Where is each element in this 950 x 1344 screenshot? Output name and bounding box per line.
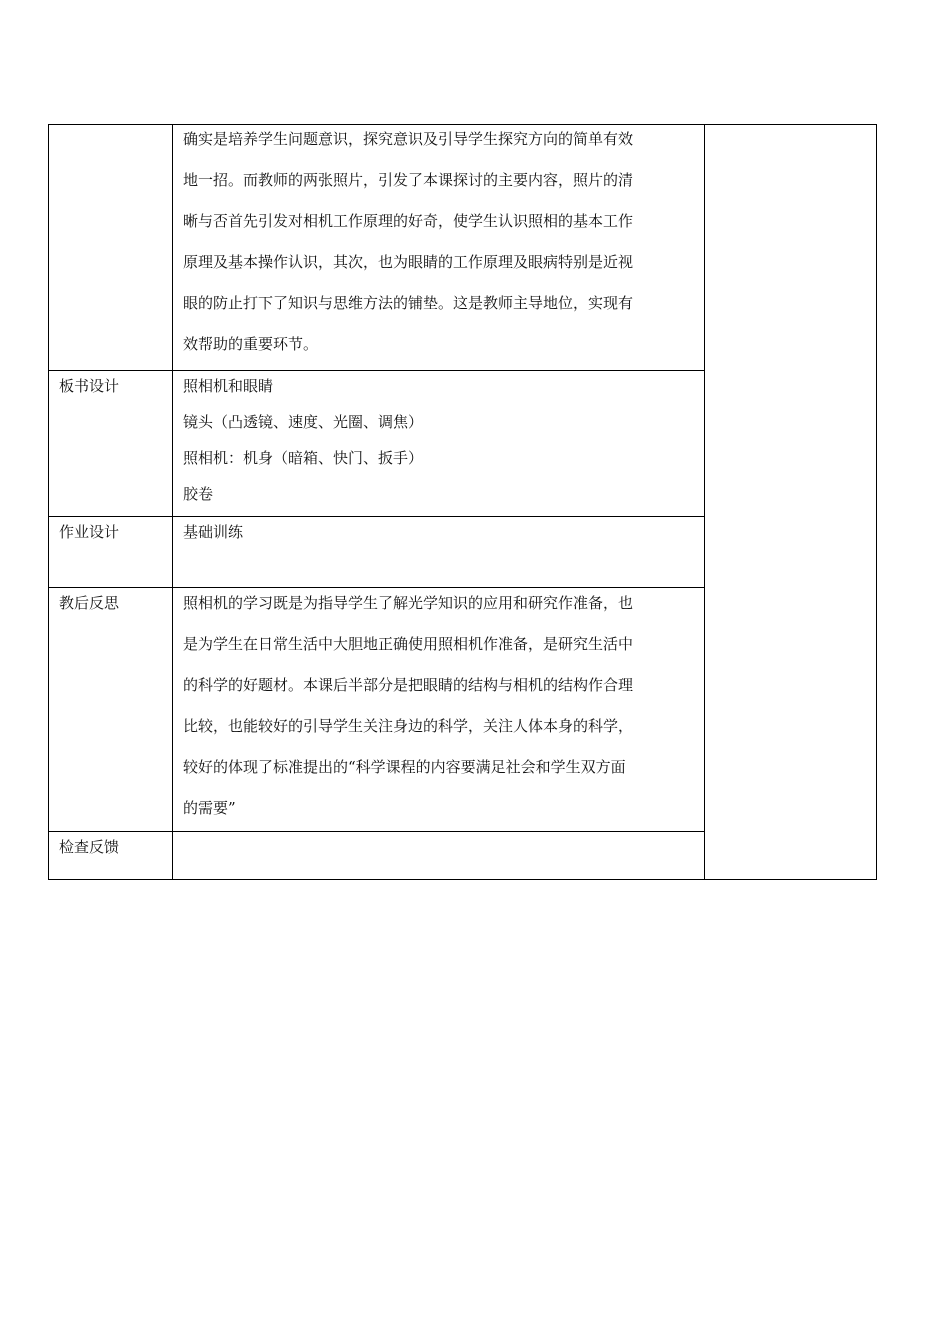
text-line: 地一招。而教师的两张照片，引发了本课探讨的主要内容，照片的清 bbox=[183, 171, 634, 189]
homework-design-label: 作业设计 bbox=[59, 523, 120, 541]
homework-design-content bbox=[183, 521, 697, 557]
text-line: 是为学生在日常生活中大胆地正确使用照相机作准备，是研究生活中 bbox=[183, 635, 634, 653]
text-line: 照相机的学习既是为指导学生了解光学知识的应用和研究作准备，也 bbox=[183, 594, 634, 612]
text-line: 胶卷 bbox=[183, 485, 214, 503]
text-line: 眼的防止打下了知识与思维方法的铺垫。这是教师主导地位，实现有 bbox=[183, 294, 634, 312]
row-board-design bbox=[49, 370, 705, 516]
lesson-plan-table bbox=[48, 124, 877, 880]
text-line: 确实是培养学生问题意识，探究意识及引导学生探究方向的简单有效 bbox=[183, 130, 634, 148]
text-line: 的科学的好题材。本课后半部分是把眼睛的结构与相机的结构作合理 bbox=[183, 676, 634, 694]
reflection-label: 教后反思 bbox=[59, 594, 120, 612]
text-line: 基础训练 bbox=[183, 523, 244, 541]
reflection-content bbox=[183, 592, 697, 838]
text-line: 晰与否首先引发对相机工作原理的好奇，使学生认识照相的基本工作 bbox=[183, 212, 634, 230]
text-line: 的需要” bbox=[183, 799, 236, 817]
row-reflection bbox=[49, 587, 705, 831]
feedback-label: 检查反馈 bbox=[59, 838, 120, 856]
board-design-label: 板书设计 bbox=[59, 377, 120, 395]
text-line: 较好的体现了标准提出的“科学课程的内容要满足社会和学生双方面 bbox=[183, 758, 626, 776]
row-continuation bbox=[173, 125, 705, 370]
row-feedback bbox=[49, 831, 705, 879]
continuation-text bbox=[183, 128, 697, 374]
row-homework-design bbox=[49, 516, 705, 587]
text-line: 比较，也能较好的引导学生关注身边的科学，关注人体本身的科学， bbox=[183, 717, 634, 735]
board-design-content bbox=[183, 375, 697, 519]
text-line: 原理及基本操作认识，其次，也为眼睛的工作原理及眼病特别是近视 bbox=[183, 253, 634, 271]
text-line: 照相机和眼睛 bbox=[183, 377, 274, 395]
text-line: 镜头（凸透镜、速度、光圈、调焦） bbox=[183, 413, 424, 431]
text-line: 效帮助的重要环节。 bbox=[183, 335, 319, 353]
text-line: 照相机：机身（暗箱、快门、扳手） bbox=[183, 449, 424, 467]
